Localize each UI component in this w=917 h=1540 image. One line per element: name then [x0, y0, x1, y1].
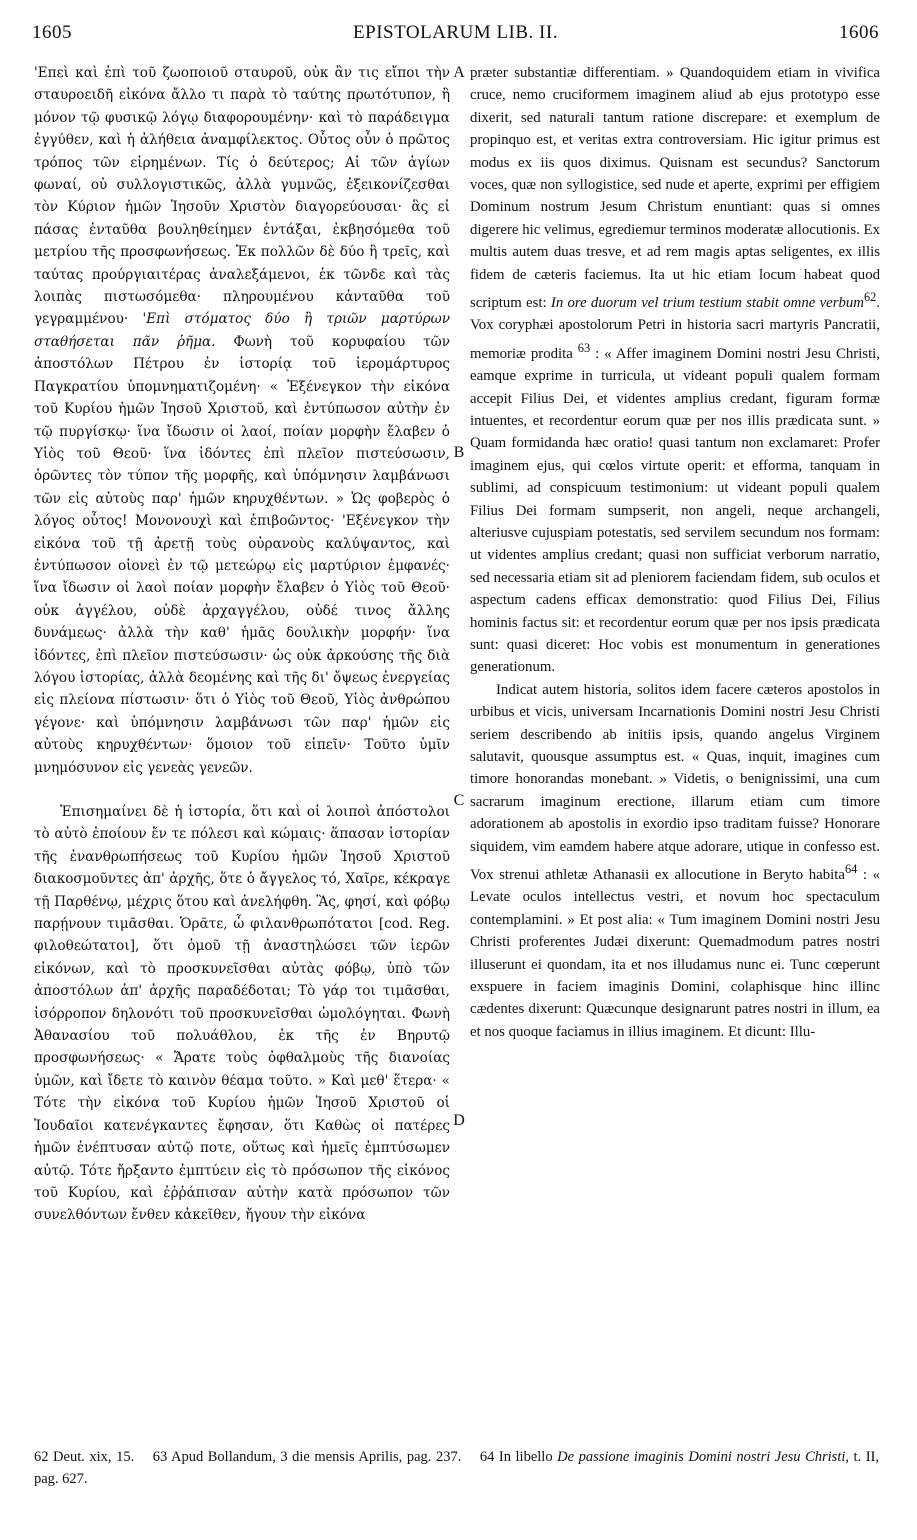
latin-text: : « Levate oculos intellectus vestri, et novum hoc spectaculum contemplamini. » Et post alia: « Tum imaginem Domini nostri Jesu Christi proferentes Judæi dixerunt: Quemadmodum patres nostri illuserunt ei quondam, ita et nos illudamus nunc ei. Tunc cœperunt exspuere in faciem imaginis Domini, colaphisque hinc illinc cædentes dixerunt: Quæcunque designarunt patres nostri in illum, ea et nos quoque faciamus in illius imaginem. Et dicunt: Illu-	[470, 866, 881, 1040]
page-number-left: 1605	[32, 22, 72, 43]
greek-paragraph	[34, 62, 450, 779]
page-number-right: 1606	[839, 22, 879, 43]
greek-text: Φωνὴ τοῦ κορυφαίου τῶν ἀποστόλων Πέτρου ἐν ἱστορίᾳ τοῦ ἱερομάρτυρος Παγκρατίου ὑπομνηματιζομένη· « Ἐξένεγκον τὴν εἰκόνα τοῦ Κυρίου ἡμῶν Ἰησοῦ Χριστοῦ, καὶ ἐντύπωσον αὐτὴν ἐν τῷ πυργίσκῳ· ἵνα ἴδωσιν οἱ λαοί, ποίαν μορφὴν ἔλαβεν ὁ Υἱὸς τοῦ Θεοῦ· ἵνα ἰδόντες ἐπὶ πλεῖον πιστεύσωσιν, ὁρῶντες τὸν τύπον τῆς μορφῆς, καὶ ὑπόμνησιν λαμβάνωσι τῶν εἰς αὐτοὺς παρ' ἡμῶν κηρυχθέντων. » Ὡς φοβερὸς ὁ λόγος οὗτος! Μονονουχὶ καὶ ἐπιβοῶντος· 'Εξένεγκον τὴν εἰκόνα τοῦ τῇ ἀρετῇ τοὺς οὐρανοὺς καλύψαντος, καὶ ἐντύπωσον οἱονεὶ ἐν τῷ μετεώρῳ εἰς μαρτύριον ἐμφανές· ἵνα ἴδωσιν οἱ λαοὶ ποίαν μορφὴν ἔλαβεν ὁ Υἱὸς τοῦ Θεοῦ· οὐκ ἀγγέλου, οὐδὲ ἀρχαγγέλου, οὐδέ τινος ἄλλης δυνάμεως· ἀλλὰ τὴν καθ' ἡμᾶς δουλικὴν μορφήν· ἵνα ἰδόντες, ἐπὶ πλεῖον πιστεύσωσιν· ὡς οὐκ ἀρκούσης τῆς διὰ λόγου ἱστορίας, ἀλλὰ δεομένης καὶ τῆς δι' ὄψεως ἐνεργείας εἰς πλείονα πίστωσιν· ὅτι ὁ Υἱὸς τοῦ Θεοῦ, Υἱὸς ἀνθρώπου γέγονε· καὶ ὑπόμνησιν λαμβάνωσι τῶν παρ' ἡμῶν εἰς αὐτοὺς κηρυχθέντων· ὅμοιον τοῦ εἰπεῖν· Τοῦτο ὑμῖν μνημόσυνον εἰς γενεὰς γενεῶν.	[34, 333, 450, 776]
margin-marker-d: D	[453, 1112, 465, 1129]
margin-marker-b: B	[453, 444, 465, 461]
margin-marker-c: C	[453, 792, 465, 809]
latin-text: Indicat autem historia, solitos idem facere cæteros apostolos in urbibus et vicis, universam Incarnationis Domini nostri Jesu Christi seriem describendo ab initiis ipsis, quando angelus Virginem salutavit, quousque assumptus est. « Quas, inquit, imagines cum timore honorandas monebant. » Videtis, o benignissimi, una cum sacrarum imaginum erectione, illarum etiam cum timore adorationem ab apostolis in exordio ipso traditam fuisse? Honorare siquidem, vim eamdem habere atque adorare, utique in confesso est. Vox strenui athletæ Athanasii ex allocutione in Beryto habita	[470, 681, 880, 883]
latin-paragraph	[470, 679, 880, 1043]
greek-scripture-quote: 'Επὶ στόματος δύο ἢ τριῶν μαρτύρων σταθήσεται πᾶν ῥῆμα.	[34, 311, 450, 350]
greek-text: 'Επεὶ καὶ ἐπὶ τοῦ ζωοποιοῦ σταυροῦ, οὐκ ἂν τις εἴποι τὴν σταυροειδῆ εἰκόνα ἄλλο τι παρὰ τὸ ταύτης πρωτότυπον, ἢ μόνον τῷ φυσικῷ λόγῳ διαφορουμένην· καὶ τὸ παράδειγμα ἐγγύθεν, καὶ ἡ ἀλήθεια ἀναμφίλεκτος. Οὗτος οὖν ὁ πρῶτος τρόπος τῶν εἰρημένων. Τίς ὁ δεύτερος; Αἱ τῶν ἁγίων φωναί, οὐ συλλογιστικῶς, ἀλλὰ γυμνῶς, ἐξεικονίζεσθαι τὸν Κύριον ἡμῶν Ἰησοῦν Χριστὸν διαγορεύουσαι· ἃς εἰ πάσας ἐνταῦθα βουληθείημεν ἐντάξαι, ἐκβησόμεθα τοῦ μετρίου τῆς προσφωνήσεως. Ἐκ πολλῶν δὲ δύο ἢ τρεῖς, καὶ ταύτας προύργιαιτέρας ἀναλεξάμενοι, ἐκ τῶνδε καὶ τὰς λοιπὰς πιστωσόμεθα· πληρουμένου κἀνταῦθα τοῦ γεγραμμένου·	[34, 65, 450, 328]
footnote-63: 63 Apud Bollandum, 3 die mensis Aprilis, pag. 237.	[152, 1449, 462, 1465]
footnote-64-tail: , t. II, pag. 627.	[34, 1449, 880, 1487]
latin-column	[470, 62, 880, 1043]
greek-paragraph: Ἐπισημαίνει δὲ ἡ ἱστορία, ὅτι καὶ οἱ λοιποὶ ἀπόστολοι τὸ αὐτὸ ἐποίουν ἔν τε πόλεσι καὶ κώμαις· ἅπασαν ἱστορίαν τῆς ἐνανθρωπήσεως τοῦ Κυρίου ἡμῶν Ἰησοῦ Χριστοῦ διακοσμοῦντες ἀπ' ἀρχῆς, ὅτε ὁ ἄγγελος τό, Χαῖρε, κέκραγε τῇ Παρθένῳ, μέχρις ὅτου καὶ ἀνελήφθη. Ἃς, φησί, καὶ φόβῳ παρῄνουν τιμᾶσθαι. Ὁρᾶτε, ὦ φιλανθρωπότατοι [cod. Reg. φιλοθεώτατοι], ὅτι ὁμοῦ τῇ ἀναστηλώσει τῶν ἱερῶν εἰκόνων, καὶ τὸ προσκυνεῖσθαι αὐτὰς φόβῳ, ὑπὸ τῶν ἀποστόλων ἀπ' ἀρχῆς παραδέδοται; Τὸ γάρ τοι τιμᾶσθαι, ἰσόρροπον δηλονότι τοῦ προσκυνεῖσθαι ὡμολόγηται. Φωνὴ Ἀθανασίου τοῦ πολυάθλου, ἐκ τῆς ἐν Βηρυτῷ προσφωνήσεως· « Ἄρατε τοὺς ὀφθαλμοὺς τῆς διανοίας ὑμῶν, καὶ ἴδετε τὸ καινὸν θέαμα τοῦτο. » Καὶ μεθ' ἕτερα· « Τότε τὴν εἰκόνα τοῦ Κυρίου ἡμῶν Ἰησοῦ Χριστοῦ οἱ Ἰουδαῖοι κατενέγκαντες ἔφησαν, ὅτι Καθὼς οἱ πατέρες ἡμῶν ἐνέπτυσαν αὐτῷ ποτε, οὕτως καὶ ἡμεῖς ἐμπτύσωμεν αὐτῷ. Τότε ἤρξαντο ἐμπτύειν εἰς τὸ πρόσωπον τῆς εἰκόνος τοῦ Κυρίου, καὶ ἐῤῥάπισαν αὐτὴν κατὰ πρόσωπον τῶν συνελθόντων ἔνθεν κἀκεῖθεν, ἤγουν τὴν εἰκόνα	[34, 804, 450, 1224]
latin-paragraph	[470, 62, 880, 679]
footnote-ref[interactable]: 64	[844, 862, 858, 877]
latin-text: præter substantiæ differentiam. » Quandoquidem etiam in vivifica cruce, nemo cruciformem imaginem aliud ab ejus prototypo esse dixerit, sed naturali tantum ratione discrepare: et exemplum de propinquo est, et veritas extra controversiam. Hic igitur primus est modus ex iis quos diximus. Quisnam est secundus? Sanctorum voces, quæ non syllogistice, sed nude et aperte, exprimi per effigiem Dominum nostrum Jesum Christum enuntiant: quas si omnes digerere hic velimus, egrediemur terminos moderatæ allocutionis. Ex multis autem duas tresve, et ad rem magis aptas seligentes, ex illis fidem de cæteris faciemus. Ita ut hic etiam locum habeat quod scriptum est:	[470, 65, 880, 311]
latin-text: : « Affer imaginem Domini nostri Jesu Christi, eamque exprime in turricula, ut videant populi qualem formam accepit Filius Dei, et videntes amplius credant, figuram formæ intuentes, et recordentur eorum quæ per nos illis prædicata sunt. » Quam formidanda hæc oratio! quasi tantum non exclamaret: Profer imaginem ejus, qui cœlos virtute operit: et efforma, tanquam in sublimi, ad conspicuum testimonium: ut videant populi qualem Filius Dei formam sumpserit, non angeli, neque archangeli, alteriusve cujuspiam potestatis, sed servilem secundum nos formam: ut videntes amplius credant; quasi non sufficiat verborum narratio, sed necessaria etiam sit ad pleniorem faciendam fidem, sub oculos et aspectum cadens efficax demonstratio: quod Filius Dei, Filius hominis factus sit: et recordentur eorum quæ per nos ipsis prædicata sunt: quasi diceret: Hoc vobis est monumentum in generationes generationum.	[470, 345, 880, 676]
latin-scripture-quote: In ore duorum vel trium testium stabit omne verbum	[550, 294, 864, 311]
running-header	[32, 22, 879, 56]
footnote-64-title: De passione imaginis Domini nostri Jesu Christi	[557, 1449, 846, 1465]
footnotes	[34, 1446, 879, 1490]
footnote-62: 62 Deut. xix, 15.	[34, 1449, 135, 1465]
footnote-64-text: 64 In libello	[479, 1449, 553, 1465]
footnote-ref[interactable]: 63	[577, 340, 591, 355]
margin-marker-a: A	[453, 64, 465, 81]
running-title: EPISTOLARUM LIB. II.	[353, 22, 558, 43]
footnote-ref[interactable]: 62	[863, 290, 877, 305]
greek-column	[34, 62, 450, 1227]
latin-text: . Vox coryphæi apostolorum Petri in historia sacri martyris Pancratii, memoriæ prodita	[470, 294, 880, 362]
